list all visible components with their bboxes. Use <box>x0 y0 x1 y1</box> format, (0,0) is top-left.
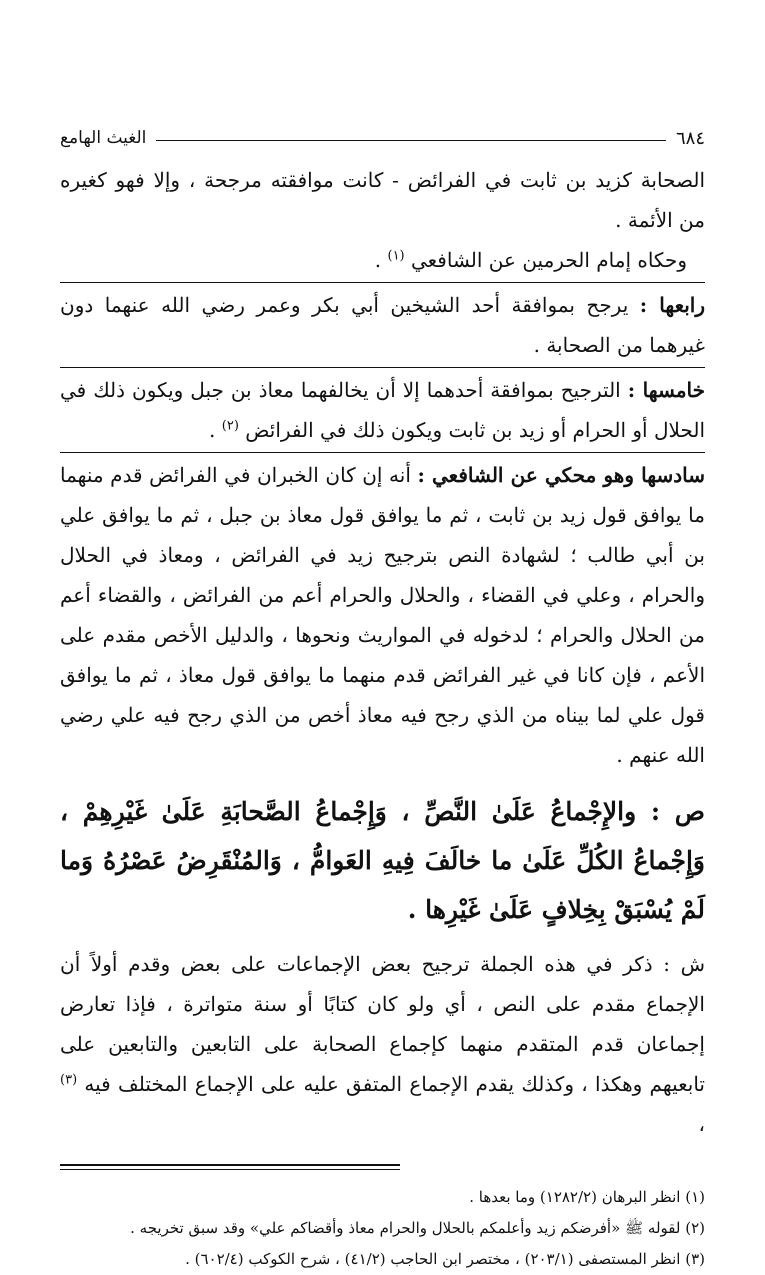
matn-label: ص : <box>650 797 705 826</box>
paragraph-2 <box>60 240 705 280</box>
paragraph-6th-opinion <box>60 455 705 775</box>
book-title: الغيث الهامع <box>60 128 147 148</box>
matn-quote <box>60 787 705 934</box>
page-body <box>60 160 705 1275</box>
sharh-tail: ، <box>698 1112 705 1136</box>
opinion-5-tail: . <box>209 418 222 442</box>
header-rule <box>156 140 666 141</box>
section-divider <box>60 282 705 283</box>
footnote-ref-2: (٢) <box>221 418 239 434</box>
footnote-2: (٢) لقوله ﷺ «أفرضكم زيد وأعلمكم بالحلال والحرام معاذ وأقضاكم علي» وقد سبق تخريجه . <box>130 1219 705 1237</box>
footnote-ref-1: (١) <box>387 248 405 264</box>
paragraph-2-tail: . <box>374 248 388 272</box>
footnote-3: (٣) انظر المستصفى (٢٠٣/١) ، مختصر ابن الحاجب (٤١/٢) ، شرح الكوكب (٦٠٢/٤) . <box>185 1250 705 1268</box>
opinion-6-label: سادسها وهو محكي عن الشافعي : <box>417 463 705 487</box>
paragraph-4th-opinion <box>60 285 705 365</box>
opinion-4-label: رابعها : <box>639 293 705 317</box>
opinion-6-text: أنه إن كان الخبران في الفرائض قدم منهما ما يوافق قول زيد بن ثابت ، ثم ما يوافق قول معاذ بن جبل ، ثم ما يوافق علي بن أبي طالب ؛ لشهادة النص بترجيح زيد في الفرائض ، ومعاذ في الحلال والحرام ، وعلي في القضاء ، والحلال والحرام أعم من الفرائض ، والقضاء أعم من الحلال والحرام ؛ لدخوله في المواريث ونحوها ، والدليل الأخص مقدم على الأعم ، فإن كانا في غير الفرائض قدم منهما ما يوافق قول معاذ ، ثم ما يوافق قول علي لما بيناه من الذي رجح فيه معاذ أخص من الذي رجح فيه علي رضي الله عنهم . <box>60 463 705 767</box>
footnote-ref-3: (٣) <box>60 1072 78 1088</box>
footnote-rule-thin <box>60 1169 400 1170</box>
sharh-paragraph <box>60 944 705 1144</box>
opinion-4-text: يرجح بموافقة أحد الشيخين أبي بكر وعمر رضي الله عنهما دون غيرهما من الصحابة . <box>60 293 705 357</box>
section-divider <box>60 367 705 368</box>
page-number: ٦٨٤ <box>675 127 705 149</box>
opinion-5-text: الترجيح بموافقة أحدهما إلا أن يخالفهما معاذ بن جبل ويكون ذلك في الحلال أو الحرام أو زيد بن ثابت ويكون ذلك في الفرائض <box>60 378 705 442</box>
running-header <box>60 118 705 158</box>
paragraph-1: الصحابة كزيد بن ثابت في الفرائض - كانت موافقته مرجحة ، وإلا فهو كغيره من الأئمة . <box>60 168 705 232</box>
footnote-rule <box>60 1164 400 1166</box>
sharh-text: ش : ذكر في هذه الجملة ترجيح بعض الإجماعات على بعض وقدم أولاً أن الإجماع مقدم على النص ، أي ولو كان كتابًا أو سنة متواترة ، فإذا تعارض إجماعان قدم المتقدم منهما كإجماع الصحابة على التابعين والتابعين على تابعيهم وهكذا ، وكذلك يقدم الإجماع المتفق عليه على الإجماع المختلف فيه <box>60 952 705 1096</box>
paragraph-2-text: وحكاه إمام الحرمين عن الشافعي <box>410 248 687 272</box>
matn-text: والإِجْماعُ عَلَىٰ النَّصِّ ، وَإِجْماعُ الصَّحابَةِ عَلَىٰ غَيْرِهِمْ ، وَإِجْماعُ الكُلِّ عَلَىٰ ما خالَفَ فِيهِ العَوامُّ ، وَالمُنْقَرِضُ عَصْرُهُ وَما لَمْ يُسْبَقْ بِخِلافٍ عَلَىٰ غَيْرِها . <box>60 797 705 924</box>
section-divider <box>60 452 705 453</box>
footnote-1: (١) انظر البرهان (١٢٨٢/٢) وما بعدها . <box>469 1188 705 1206</box>
opinion-5-label: خامسها : <box>627 378 706 402</box>
paragraph-5th-opinion <box>60 370 705 450</box>
